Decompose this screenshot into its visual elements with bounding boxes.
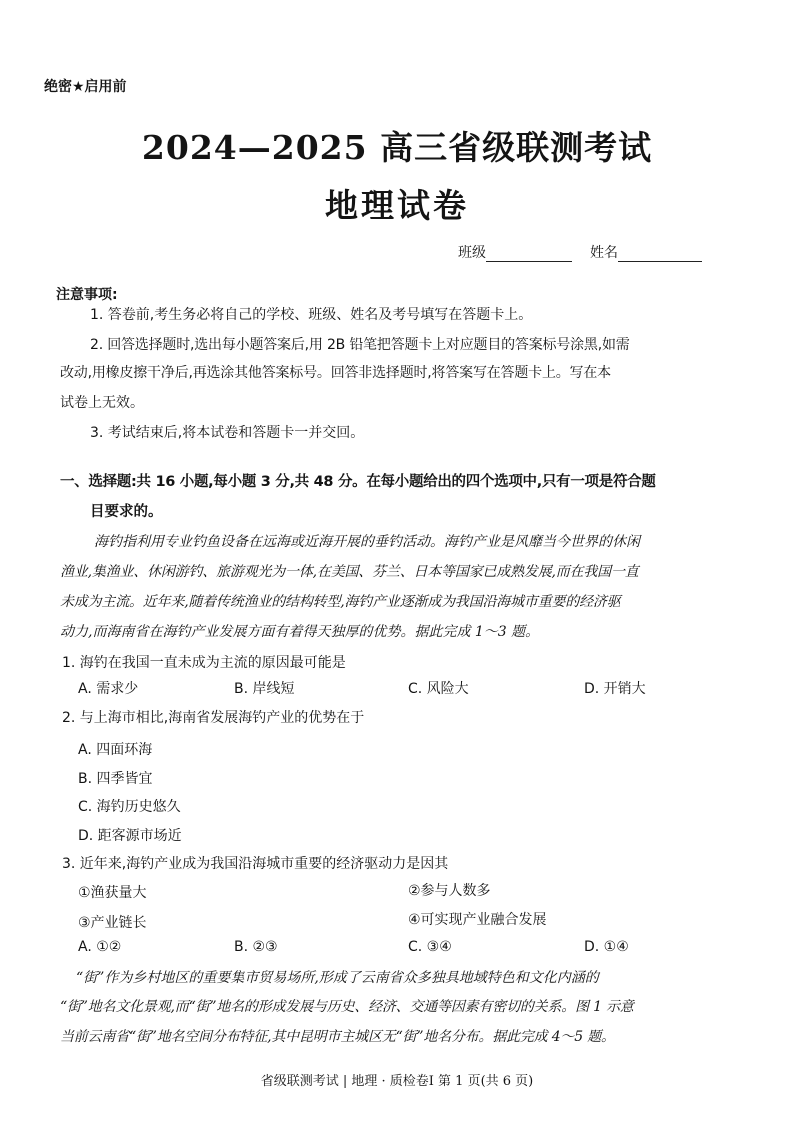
section-1-heading: 一、选择题:共 16 小题,每小题 3 分,共 48 分。在每小题给出的四个选项中,只有一项是符合题 (60, 474, 656, 490)
passage-2-line-3: 当前云南省“街”地名空间分布特征,其中昆明市主城区无“街”地名分布。据此完成 4～5 题。 (60, 1029, 615, 1045)
question-2-option-c: C. 海钓历史悠久 (78, 799, 181, 815)
name-blank (618, 247, 702, 262)
notes-heading: 注意事项: (56, 287, 118, 303)
question-3-option-a: A. ①② (78, 939, 122, 955)
question-3-option-d: D. ①④ (584, 939, 629, 955)
passage-1-line-3: 未成为主流。近年来,随着传统渔业的结构转型,海钓产业逐渐成为我国沿海城市重要的经济驱 (60, 594, 621, 610)
question-1-option-a: A. 需求少 (78, 681, 139, 697)
question-3-statement-3: ③产业链长 (78, 915, 147, 931)
passage-1-line-2: 渔业,集渔业、休闲游钓、旅游观光为一体,在美国、芬兰、日本等国家已成熟发展,而在我国一直 (60, 564, 639, 580)
question-2-option-d: D. 距客源市场近 (78, 828, 182, 844)
class-label: 班级 (458, 245, 486, 261)
question-3-stem: 3. 近年来,海钓产业成为我国沿海城市重要的经济驱动力是因其 (62, 856, 449, 872)
exam-title: 2024—2025 高三省级联测考试 (141, 128, 653, 167)
notes-item-2-line-3: 试卷上无效。 (60, 395, 144, 411)
question-1-stem: 1. 海钓在我国一直未成为主流的原因最可能是 (62, 655, 346, 671)
question-2-option-a: A. 四面环海 (78, 742, 153, 758)
notes-item-1: 1. 答卷前,考生务必将自己的学校、班级、姓名及考号填写在答题卡上。 (90, 307, 533, 323)
passage-1-line-4: 动力,而海南省在海钓产业发展方面有着得天独厚的优势。据此完成 1～3 题。 (60, 624, 540, 640)
section-1-heading-cont: 目要求的。 (90, 504, 163, 520)
name-field (590, 242, 702, 262)
question-2-stem: 2. 与上海市相比,海南省发展海钓产业的优势在于 (62, 710, 365, 726)
question-3-statement-1: ①渔获量大 (78, 885, 147, 901)
question-1-option-c: C. 风险大 (408, 681, 469, 697)
class-field (458, 242, 572, 262)
passage-2-line-2: “街”地名文化景观,而“街”地名的形成发展与历史、经济、交通等因素有密切的关系。图 1 示意 (60, 999, 634, 1015)
question-3-statement-2: ②参与人数多 (408, 883, 491, 899)
question-3-option-b: B. ②③ (234, 939, 278, 955)
notes-item-2-line-2: 改动,用橡皮擦干净后,再选涂其他答案标号。回答非选择题时,将答案写在答题卡上。写在本 (60, 365, 611, 381)
passage-2-line-1: “街”作为乡村地区的重要集市贸易场所,形成了云南省众多独具地域特色和文化内涵的 (76, 970, 599, 986)
passage-1-line-1: 海钓指利用专业钓鱼设备在远海或近海开展的垂钓活动。海钓产业是风靡当今世界的休闲 (94, 534, 640, 550)
question-1-option-b: B. 岸线短 (234, 681, 295, 697)
class-blank (486, 247, 572, 262)
name-label: 姓名 (590, 245, 618, 261)
page-footer: 省级联测考试 | 地理 · 质检卷Ⅰ 第 1 页(共 6 页) (260, 1074, 534, 1089)
question-1-option-d: D. 开销大 (584, 681, 646, 697)
notes-item-2-line-1: 2. 回答选择题时,选出每小题答案后,用 2B 铅笔把答题卡上对应题目的答案标号涂黑,如需 (90, 337, 630, 353)
question-3-statement-4: ④可实现产业融合发展 (408, 912, 547, 928)
notes-item-3: 3. 考试结束后,将本试卷和答题卡一并交回。 (90, 425, 365, 441)
question-2-option-b: B. 四季皆宜 (78, 771, 153, 787)
subject-title: 地理试卷 (325, 186, 469, 225)
question-3-option-c: C. ③④ (408, 939, 452, 955)
confidential-mark: 绝密★启用前 (44, 79, 127, 95)
